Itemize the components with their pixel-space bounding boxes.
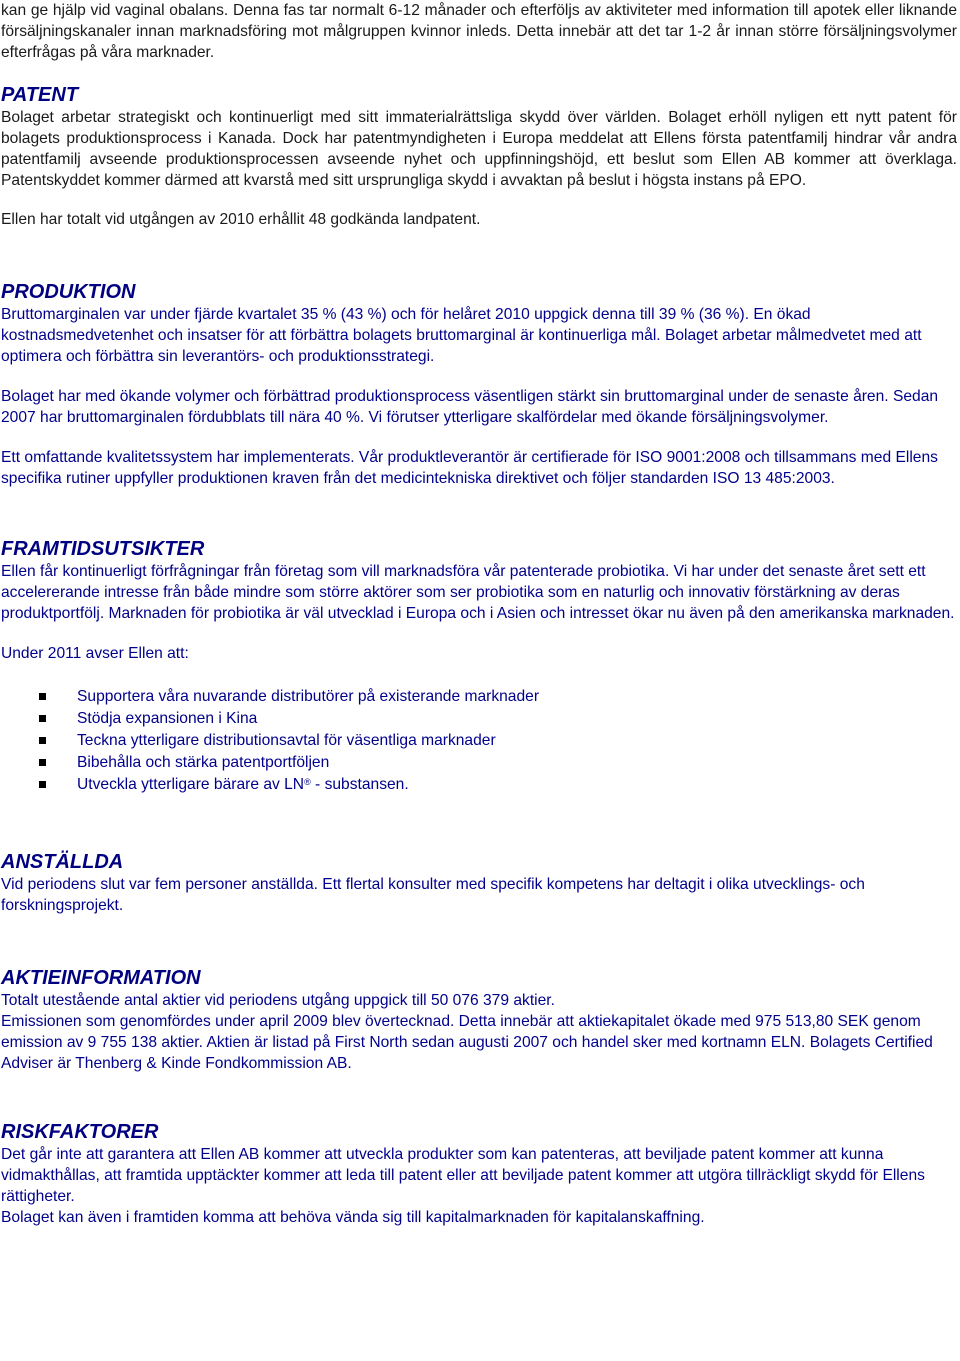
- patent-paragraph-1: Bolaget arbetar strategiskt och kontinuerligt med sitt immaterialrättsliga skydd över världen. Bolaget erhöll nyligen ett nytt patent för bolagets produktionsprocess i Kanada. Dock har patentmyndigheten i Europa meddelat att Ellens första patentfamilj hindrar vår andra patentfamilj avseende produktionsprocessen avseende nyhet och uppfinningshöjd, ett beslut som Ellen AB kommer att överklaga. Patentskyddet kommer därmed att kvarstå med sitt ursprungliga skydd i avvaktan på beslut i högsta instans på EPO.: [1, 109, 957, 189]
- list-item: Bibehålla och stärka patentportföljen: [1, 752, 957, 774]
- produktion-paragraph-2: Bolaget har med ökande volymer och förbättrad produktionsprocess väsentligen stärkt sin bruttomarginal under de senaste åren. Sedan 2007 har bruttomarginalen fördubblats till nära 40 %. Vi förutser ytterligare skalfördelar med ökande försäljningsvolymer.: [1, 388, 939, 426]
- square-bullet-icon: [39, 737, 46, 744]
- patent-paragraph-2: Ellen har totalt vid utgången av 2010 erhållit 48 godkända landpatent.: [1, 211, 481, 228]
- framtid-paragraph-1: Ellen får kontinuerligt förfrågningar från företag som vill marknadsföra vår patenterade probiotika. Vi har under det senaste året sett ett accelererande intresse från både mindre som större aktörer som ser probiotika som en naturlig och innovativ förstärkning av deras produktportfölj. Marknaden för probiotika är väl utvecklad i Europa och i Asien och intresset ökar nu även på den amerikanska marknaden.: [1, 563, 955, 622]
- square-bullet-icon: [39, 759, 46, 766]
- framtid-paragraph-2: Under 2011 avser Ellen att:: [1, 645, 189, 662]
- section-heading-framtidsutsikter: FRAMTIDSUTSIKTER: [1, 538, 205, 560]
- aktie-paragraph-2: Emissionen som genomfördes under april 2009 blev övertecknad. Detta innebär att aktiekapitalet ökade med 975 513,80 SEK genom emission av 9 755 138 aktier. Aktien är listad på First North sedan augusti 2007 och handel sker med kortnamn ELN. Bolagets Certified Adviser är Thenberg & Kinde Fondkommission AB.: [1, 1013, 933, 1072]
- section-heading-anstallda: ANSTÄLLDA: [1, 851, 124, 873]
- plan-list: [1, 686, 957, 796]
- list-item: Utveckla ytterligare bärare av LN® - substansen.: [1, 774, 957, 796]
- aktie-paragraph-1: Totalt utestående antal aktier vid periodens utgång uppgick till 50 076 379 aktier.: [1, 992, 555, 1009]
- risk-paragraph-1: Det går inte att garantera att Ellen AB kommer att utveckla produkter som kan patenteras, att beviljade patent kommer att kunna vidmakthållas, att framtida upptäckter kommer att leda till patent eller att beviljade patent kommer att utgöra tillräckligt skydd för Ellens rättigheter.: [1, 1146, 925, 1205]
- anstallda-paragraph: Vid periodens slut var fem personer anställda. Ett flertal konsulter med specifik kompetens har deltagit i olika utvecklings- och forskningsprojekt.: [1, 876, 865, 914]
- square-bullet-icon: [39, 715, 46, 722]
- risk-paragraph-2: Bolaget kan även i framtiden komma att behöva vända sig till kapitalmarknaden för kapitalanskaffning.: [1, 1209, 705, 1226]
- produktion-paragraph-1: Bruttomarginalen var under fjärde kvartalet 35 % (43 %) och för helåret 2010 uppgick denna till 39 % (36 %). En ökad kostnadsmedvetenhet och insatser för att förbättra bolagets bruttomarginal är kontinuerliga mål. Bolaget arbetar målmedvetet med att optimera och förbättra sin leverantörs- och produktionsstrategi.: [1, 306, 922, 365]
- produktion-paragraph-3: Ett omfattande kvalitetssystem har implementerats. Vår produktleverantör är certifierade för ISO 9001:2008 och tillsammans med Ellens specifika rutiner uppfyller produktionen kraven från det medicintekniska direktivet och följer standarden ISO 13 485:2003.: [1, 449, 938, 487]
- section-heading-patent: PATENT: [1, 84, 79, 106]
- section-heading-riskfaktorer: RISKFAKTORER: [1, 1121, 159, 1143]
- intro-paragraph: kan ge hjälp vid vaginal obalans. Denna fas tar normalt 6-12 månader och efterföljs av aktiviteter med information till apotek eller liknande försäljningskanaler innan marknadsföring mot målgruppen kvinnor inleds. Detta innebär att det tar 1-2 år innan större försäljningsvolymer efterfrågas på våra marknader.: [1, 2, 957, 61]
- list-item: Supportera våra nuvarande distributörer på existerande marknader: [1, 686, 957, 708]
- square-bullet-icon: [39, 693, 46, 700]
- section-heading-aktieinformation: AKTIEINFORMATION: [1, 967, 201, 989]
- section-heading-produktion: PRODUKTION: [1, 281, 136, 303]
- list-item: Stödja expansionen i Kina: [1, 708, 957, 730]
- square-bullet-icon: [39, 781, 46, 788]
- registered-mark: ®: [304, 777, 311, 787]
- list-item: Teckna ytterligare distributionsavtal för väsentliga marknader: [1, 730, 957, 752]
